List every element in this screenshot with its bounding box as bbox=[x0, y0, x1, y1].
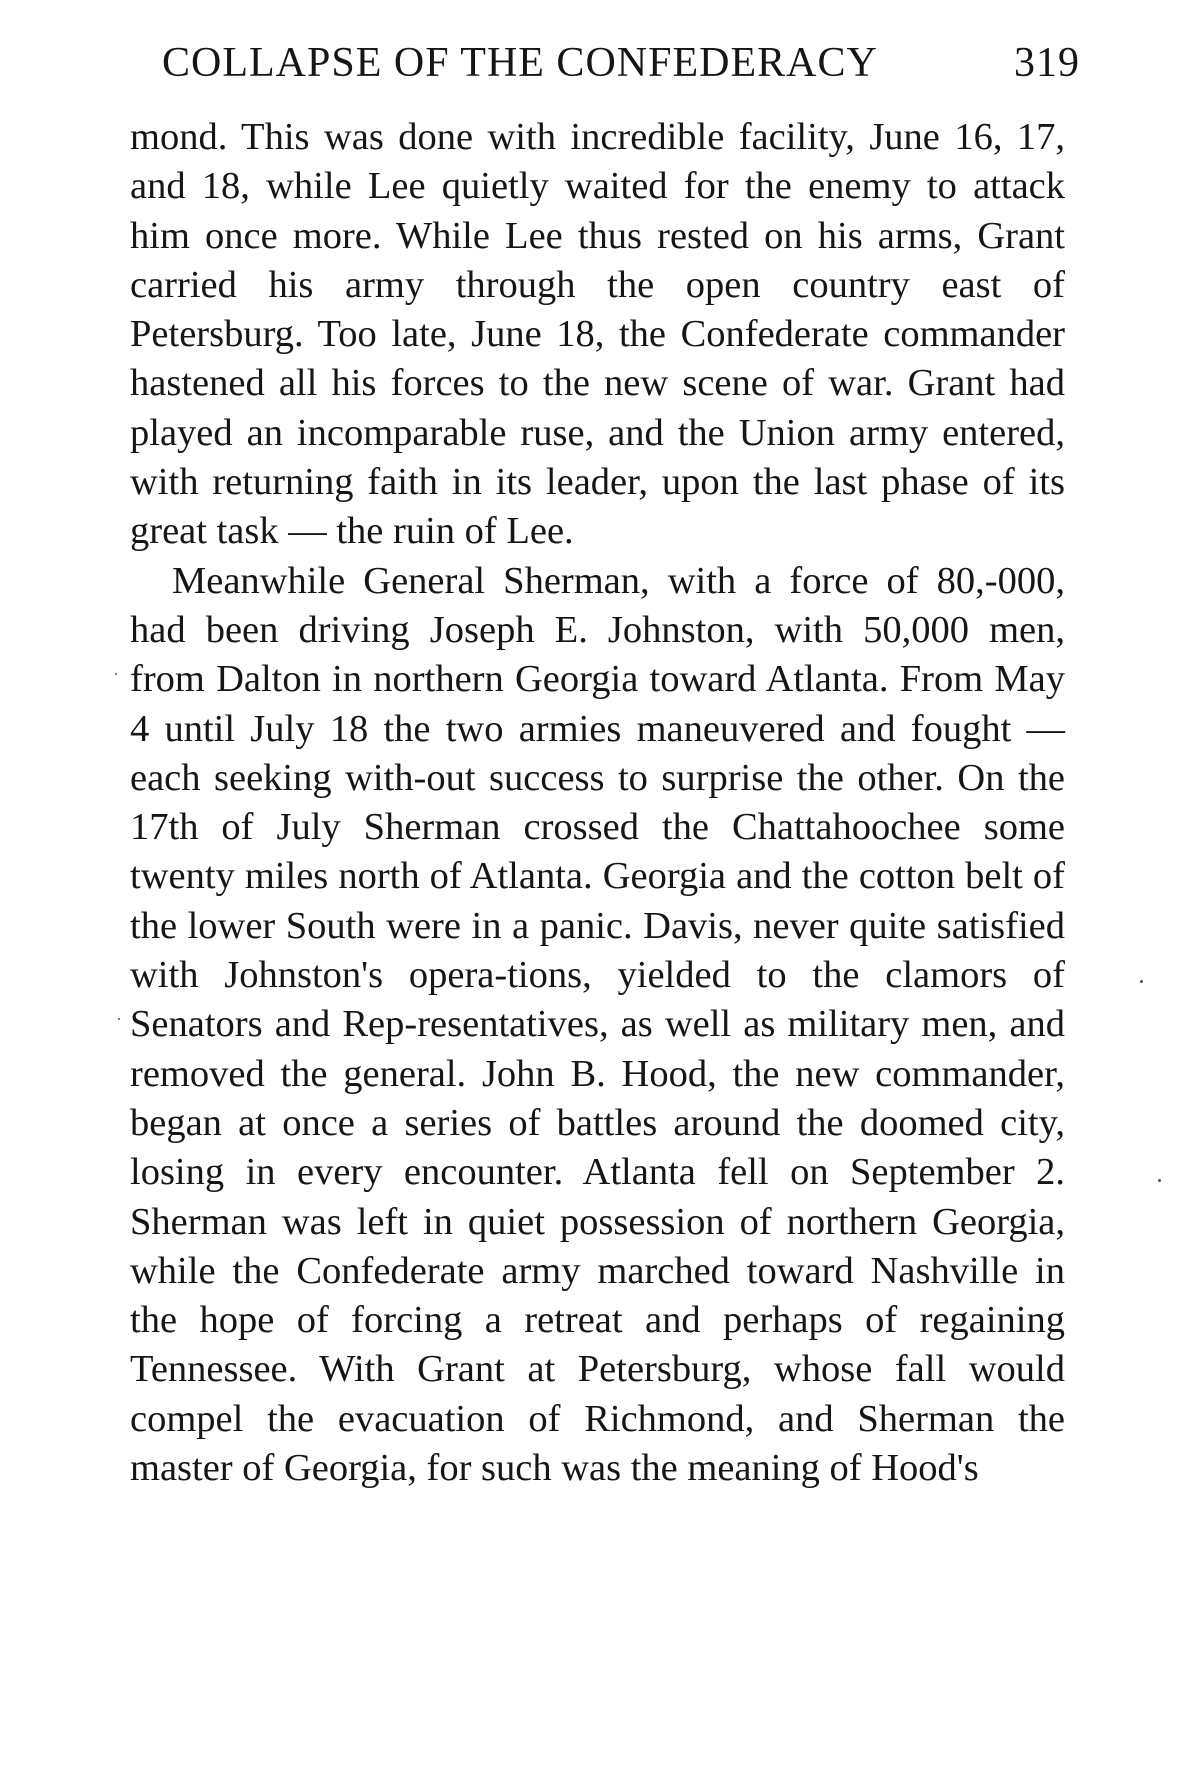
body-text bbox=[130, 113, 1065, 1493]
scan-speck bbox=[118, 1018, 120, 1020]
paragraph-sherman-campaign: Meanwhile General Sherman, with a force of 80,-000, had been driving Joseph E. Johnston, with 50,000 men, from Dalton in northern Georgia toward Atlanta. From May 4 until July 18 the two armies maneuvered and fought — each seeking with-out success to surprise the other. On the 17th of July Sherman crossed the Chattahoochee some twenty miles north of Atlanta. Georgia and the cotton belt of the lower South were in a panic. Davis, never quite satisfied with Johnston's opera-tions, yielded to the clamors of Senators and Rep-resentatives, as well as military men, and removed the general. John B. Hood, the new commander, began at once a series of battles around the doomed city, losing in every encounter. Atlanta fell on September 2. Sherman was left in quiet possession of northern Georgia, while the Confederate army marched toward Nashville in the hope of forcing a retreat and perhaps of regaining Tennessee. With Grant at Petersburg, whose fall would compel the evacuation of Richmond, and Sherman the master of Georgia, for such was the meaning of Hood's bbox=[130, 559, 1065, 1490]
scan-speck bbox=[1158, 1179, 1161, 1182]
paragraph-continuation: mond. This was done with incredible facility, June 16, 17, and 18, while Lee quietly waited for the enemy to attack him once more. While Lee thus rested on his arms, Grant carried his army through the open country east of Petersburg. Too late, June 18, the Confederate commander hastened all his forces to the new scene of war. Grant had played an incomparable ruse, and the Union army entered, with returning faith in its leader, upon the last phase of its great task — the ruin of Lee. bbox=[130, 116, 1065, 553]
page-number: 319 bbox=[1014, 40, 1080, 86]
running-head bbox=[162, 28, 1080, 98]
scan-speck bbox=[1140, 980, 1143, 983]
scan-speck bbox=[115, 673, 117, 675]
running-title: COLLAPSE OF THE CONFEDERACY bbox=[162, 40, 878, 86]
